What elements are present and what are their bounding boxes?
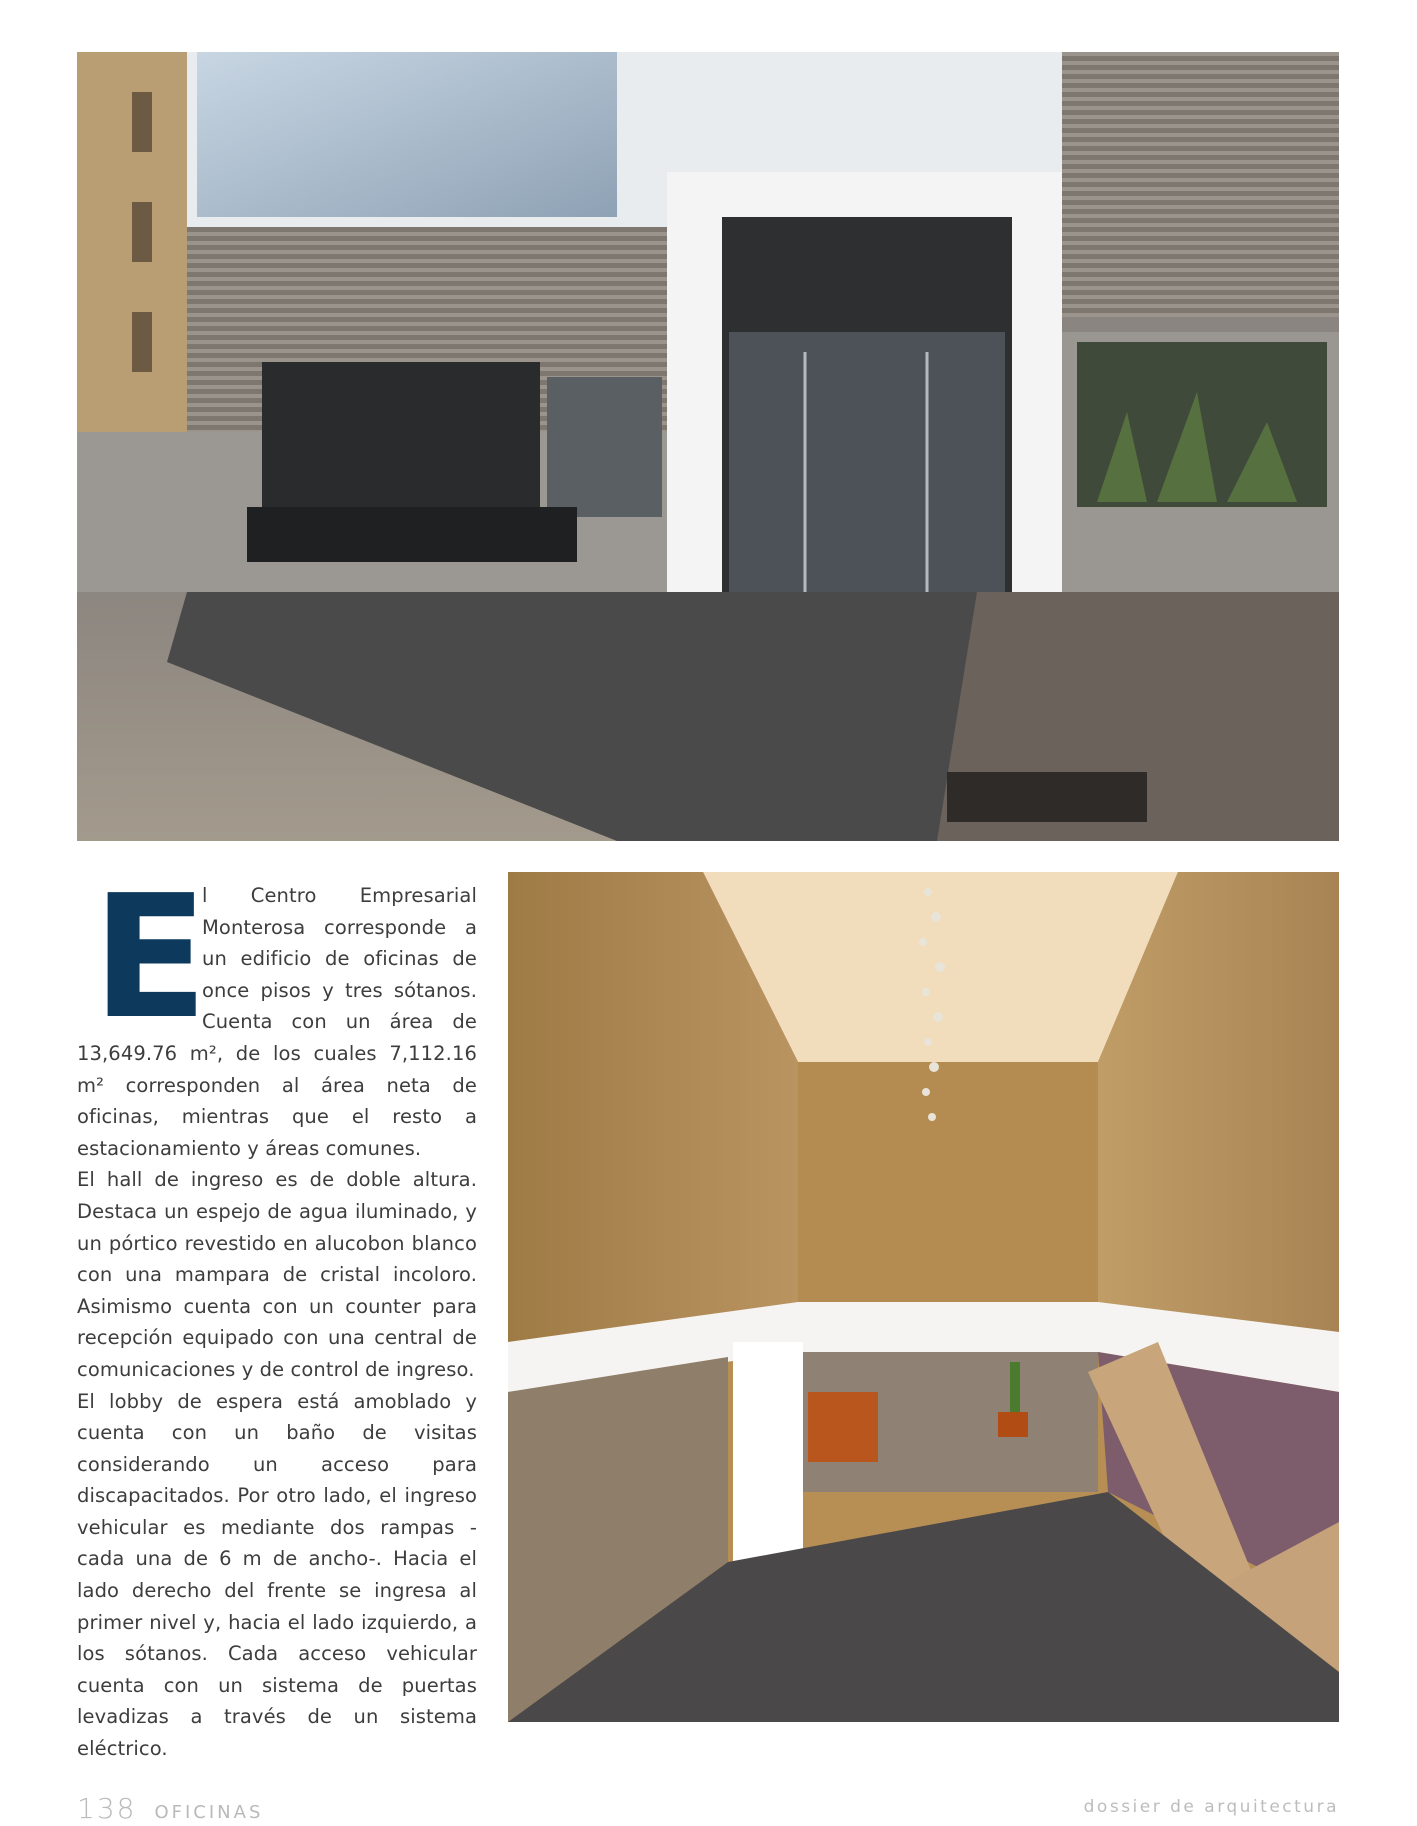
article-paragraph-2: El hall de ingreso es de doble altura. Destaca un espejo de agua iluminado, y un pórtico revestido en alucobon blanco con una mampara de cristal incoloro. Asimismo cuenta con un counter para recepción equipado con una central de comunicaciones y de control de ingreso. [77, 1168, 477, 1381]
article-body [77, 859, 477, 1765]
section-name: OFICINAS [154, 1802, 264, 1823]
publication-name: dossier de arquitectura [1083, 1797, 1339, 1817]
lobby-photo-illustration [508, 872, 1339, 1722]
drop-cap: E [92, 859, 209, 1057]
lobby-photo [508, 872, 1339, 1722]
article-paragraph-3: El lobby de espera está amoblado y cuenta con un baño de visitas considerando un acceso para discapacitados. Por otro lado, el ingreso vehicular es mediante dos rampas -cada una de 6 m de ancho-. Hacia el lado derecho del frente se ingresa al primer nivel y, hacia el lado izquierdo, a los sótanos. Cada acceso vehicular cuenta con un sistema de puertas levadizas a través de un sistema eléctrico. [77, 1389, 477, 1761]
page-number: 138 [77, 1792, 137, 1825]
page-footer-left [77, 1792, 264, 1825]
exterior-photo-illustration [77, 52, 1339, 841]
exterior-photo [77, 52, 1339, 841]
article-paragraph-1: l Centro Empresarial Monterosa corresponde a un edificio de oficinas de once pisos y tres sótanos. Cuenta con un área de 13,649.76 m², de los cuales 7,112.16 m² corresponden al área neta de oficinas, mientras que el resto a estacionamiento y áreas comunes. [77, 884, 477, 1160]
